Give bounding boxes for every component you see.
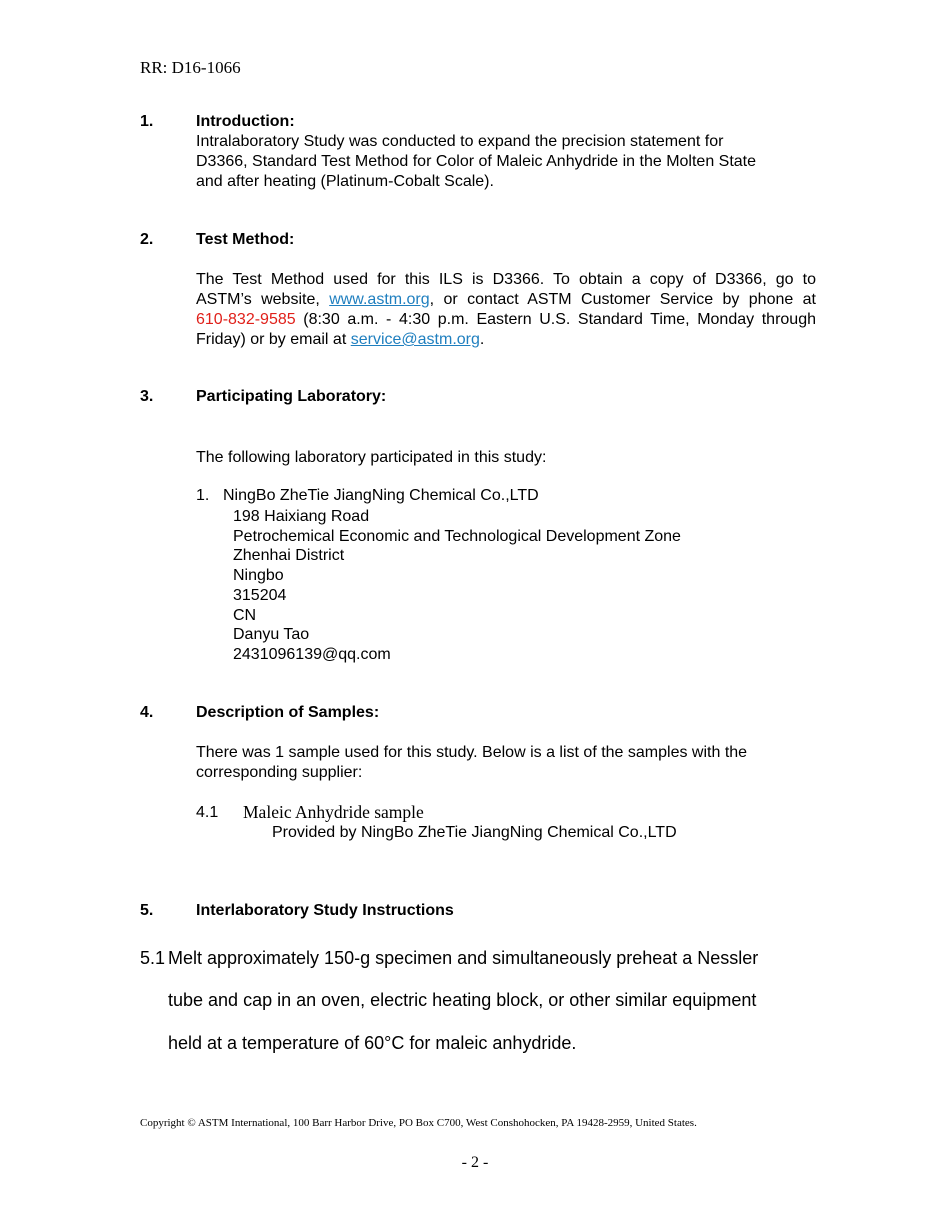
sample-number: 4.1 (196, 804, 219, 821)
address-line: 198 Haixiang Road (233, 508, 370, 525)
address-line: 2431096139@qq.com (233, 645, 391, 663)
text: Friday) or by email at (196, 331, 351, 348)
section-3-number: 3. (140, 388, 154, 405)
text: , or contact ASTM Customer Service by phone at (429, 291, 817, 308)
section-1-body (196, 132, 836, 192)
section-1-line: Intralaboratory Study was conducted to expand the precision statement for (196, 133, 724, 150)
section-4-title: Description of Samples: (196, 704, 380, 721)
address-line: Zhenhai District (233, 547, 345, 565)
section-2-number: 2. (140, 231, 154, 248)
step-line: held at a temperature of 60°C for maleic anhydride. (168, 1033, 577, 1053)
report-id: RR: D16-1066 (140, 58, 241, 77)
sample-name: Maleic Anhydride sample (243, 802, 424, 822)
section-3-intro: The following laboratory participated in this study: (196, 449, 547, 466)
section-2-line: The Test Method used for this ILS is D3366. To obtain a copy of D3366, go to (196, 271, 816, 288)
section-1-line: and after heating (Platinum-Cobalt Scale). (196, 173, 494, 190)
section-4-body (196, 743, 836, 783)
address-line: 315204 (233, 586, 287, 604)
page-number: - 2 - (461, 1154, 489, 1171)
section-2-title: Test Method: (196, 231, 295, 248)
service-email-link[interactable]: service@astm.org (350, 331, 480, 348)
section-5-title: Interlaboratory Study Instructions (196, 902, 454, 919)
address-line: Ningbo (233, 567, 284, 585)
section-1-title: Introduction: (196, 113, 295, 130)
copyright-notice: Copyright © ASTM International, 100 Barr Harbor Drive, PO Box C700, West Conshohocken, PA 19428-2959, United States. (140, 1117, 697, 1129)
section-4-line: There was 1 sample used for this study. Below is a list of the samples with the (196, 744, 748, 761)
step-number: 5.1 (140, 948, 166, 968)
section-2-line (196, 330, 816, 350)
text: ASTM’s website, (196, 291, 330, 308)
step-line: Melt approximately 150-g specimen and simultaneously preheat a Nessler (168, 948, 759, 968)
lab-number: 1. (196, 487, 210, 504)
sample-provider: Provided by NingBo ZheTie JiangNing Chemical Co.,LTD (272, 824, 677, 841)
section-2-body (196, 270, 816, 350)
address-line: Danyu Tao (233, 626, 310, 644)
lab-address (233, 507, 681, 665)
astm-website-link[interactable]: www.astm.org (329, 291, 430, 308)
section-5-number: 5. (140, 902, 154, 919)
step-line: tube and cap in an oven, electric heating block, or other similar equipment (168, 990, 757, 1010)
section-3-title: Participating Laboratory: (196, 388, 387, 405)
section-1-line: D3366, Standard Test Method for Color of Maleic Anhydride in the Molten State (196, 153, 757, 170)
phone-number: 610-832-9585 (196, 311, 296, 328)
lab-name: NingBo ZheTie JiangNing Chemical Co.,LTD (223, 487, 539, 504)
address-line: Petrochemical Economic and Technological Development Zone (233, 527, 681, 545)
address-line: CN (233, 606, 257, 624)
section-2-line (196, 310, 816, 330)
text: (8:30 a.m. - 4:30 p.m. Eastern U.S. Standard Time, Monday through (295, 311, 816, 328)
section-2-line (196, 290, 816, 310)
section-1-number: 1. (140, 113, 154, 130)
section-4-line: corresponding supplier: (196, 764, 363, 781)
section-4-number: 4. (140, 704, 154, 721)
text: . (479, 331, 485, 348)
